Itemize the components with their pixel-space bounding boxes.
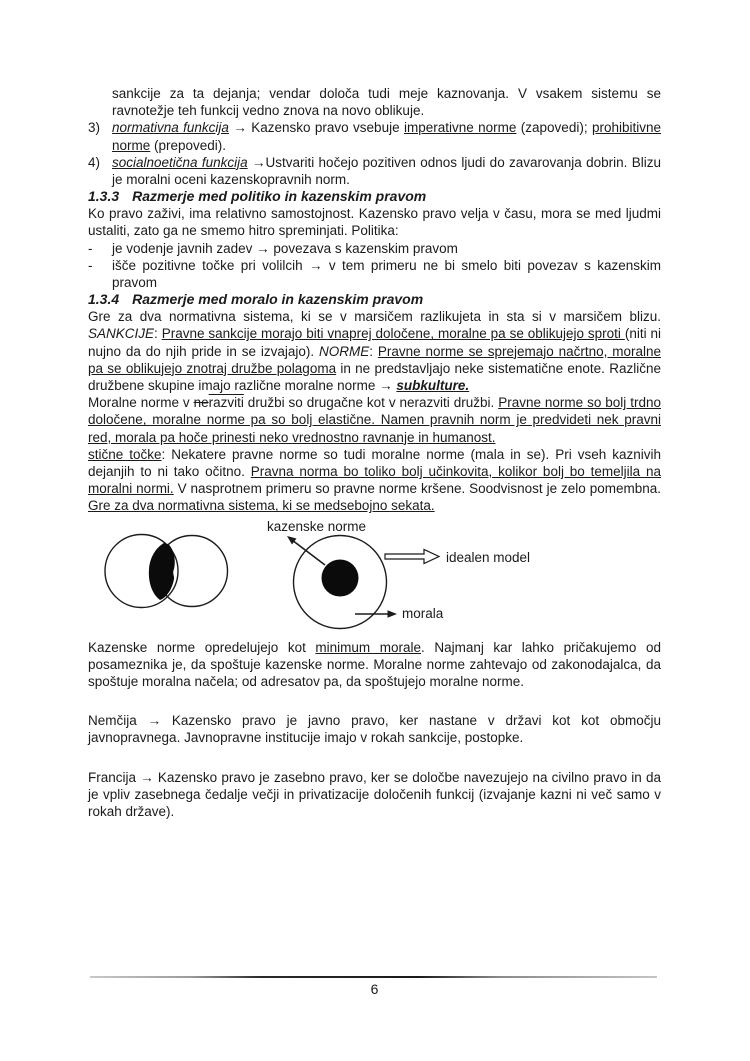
section-title: Razmerje med moralo in kazenskim pravom [132,291,424,308]
numbered-item-3 [88,119,661,153]
paragraph-sankcije-norme: Gre za dva normativna sistema, ki se v marsičem razlikujeta in sta si v marsičem blizu. SANKCIJE: Pravne sankcije morajo biti vnaprej določene, moralne pa se oblikujejo sproti (niti ni nujno da do njih pride in se izvajajo). NORME: Pravne norme se sprejemajo načrtno, moralne pa se oblikujejo znotraj družbe polagoma in ne predstavljajo neke sistematične enote. Različne družbene skupine imajo različne moralne norme → subkulture. [88,309,661,394]
page-number: 6 [370,981,379,997]
paragraph-politika: Ko pravo zaživi, ima relativno samostojnost. Kazensko pravo velja v času, mora se med ljudmi ustaliti, zato ga ne smemo hitro spreminjati. Politika: [88,206,661,239]
venn-diagram [105,534,228,607]
kazenske-norme-label: kazenske norme [267,518,367,534]
section-number: 1.3.3 [88,188,120,205]
paragraph-sticne-tocke: stične točke: Nekatere pravne norme so tudi moralne norme (mala in se). Pri vseh kaznivih dejanjih to ni tako očitno. Pravna norma bo toliko bolj učinkovita, kolikor bolj bo temeljila na moralni normi. V nasprotnem primeru so pravne norme kršene. Soodvisnost je zelo pomembna. Gre za dva normativna sistema, ki se medsebojno sekata. [88,446,661,514]
paragraph-nemcija: Nemčija → Kazensko pravo je javno pravo, ker nastane v državi kot kot območju javnopravnega. Javnopravne institucije imajo v rokah sankcije, postopke. [88,713,661,746]
section-number: 1.3.4 [88,291,120,308]
dash-item-text: išče pozitivne točke pri volilcih → v tem primeru ne bi smelo biti povezav s kazenskim pravom [112,257,661,291]
item-number: 4) [88,154,101,170]
item-number: 3) [88,120,101,136]
model-diagram [267,519,530,629]
paragraph-minimum-morale: Kazenske norme opredelujejo kot minimum morale. Najmanj kar lahko pričakujemo od posameznika je, da spoštuje kazenske norme. Moralne norme zahtevajo od zakonodajalca, da spoštuje moralna načela; od adresatov pa, da spoštujejo moralne norme. [88,639,661,690]
dash-item-text: je vodenje javnih zadev → povezava s kazenskim pravom [112,240,458,256]
text-column [88,85,661,820]
section-heading-134 [88,291,661,308]
dash-item [88,240,661,257]
idealen-model-label: idealen model [446,549,531,565]
section-title: Razmerje med politiko in kazenskim pravom [132,188,427,205]
morala-label: morala [402,605,444,621]
paragraph-continuation: sankcije za ta dejanja; vendar določa tudi meje kaznovanja. V vsakem sistemu se ravnotežje teh funkcij vedno znova na novo oblikuje. [112,86,661,119]
dash-marker: - [88,240,93,256]
kazenske-norme-circle [322,559,359,596]
dash-marker: - [88,257,93,273]
numbered-item-4 [88,154,661,188]
paragraph-moralne-norme: Moralne norme v nerazviti družbi so drugačne kot v nerazviti družbi. Pravne norme so bolj trdno določene, moralne norme pa so bolj elastične. Namen pravnih norm je predvideti nek pravni red, morala pa hoče prinesti neko vrednostno ravnanje in humanost. [88,395,661,445]
section-heading-133 [88,188,661,205]
idealen-model-arrow-icon [385,549,439,563]
norms-diagram [88,516,661,634]
footer-rule [90,976,657,978]
paragraph-francija: Francija → Kazensko pravo je zasebno pravo, ker se določbe navezujejo na civilno pravo in da je vpliv zasebnega čedalje večji in privatizacije določenih funkcij (izvajanje kazni ni več samo v rokah države). [88,769,661,820]
venn-intersection-blob [149,543,175,600]
dash-item [88,257,661,291]
item-text: normativna funkcija → Kazensko pravo vsebuje imperativne norme (zapovedi); prohibitivne norme (prepovedi). [112,120,662,153]
item-text: socialnoetična funkcija →Ustvariti hočejo pozitiven odnos ljudi do zavarovanja dobrin. Blizu je moralni oceni kazenskopravnih norm. [112,154,661,188]
